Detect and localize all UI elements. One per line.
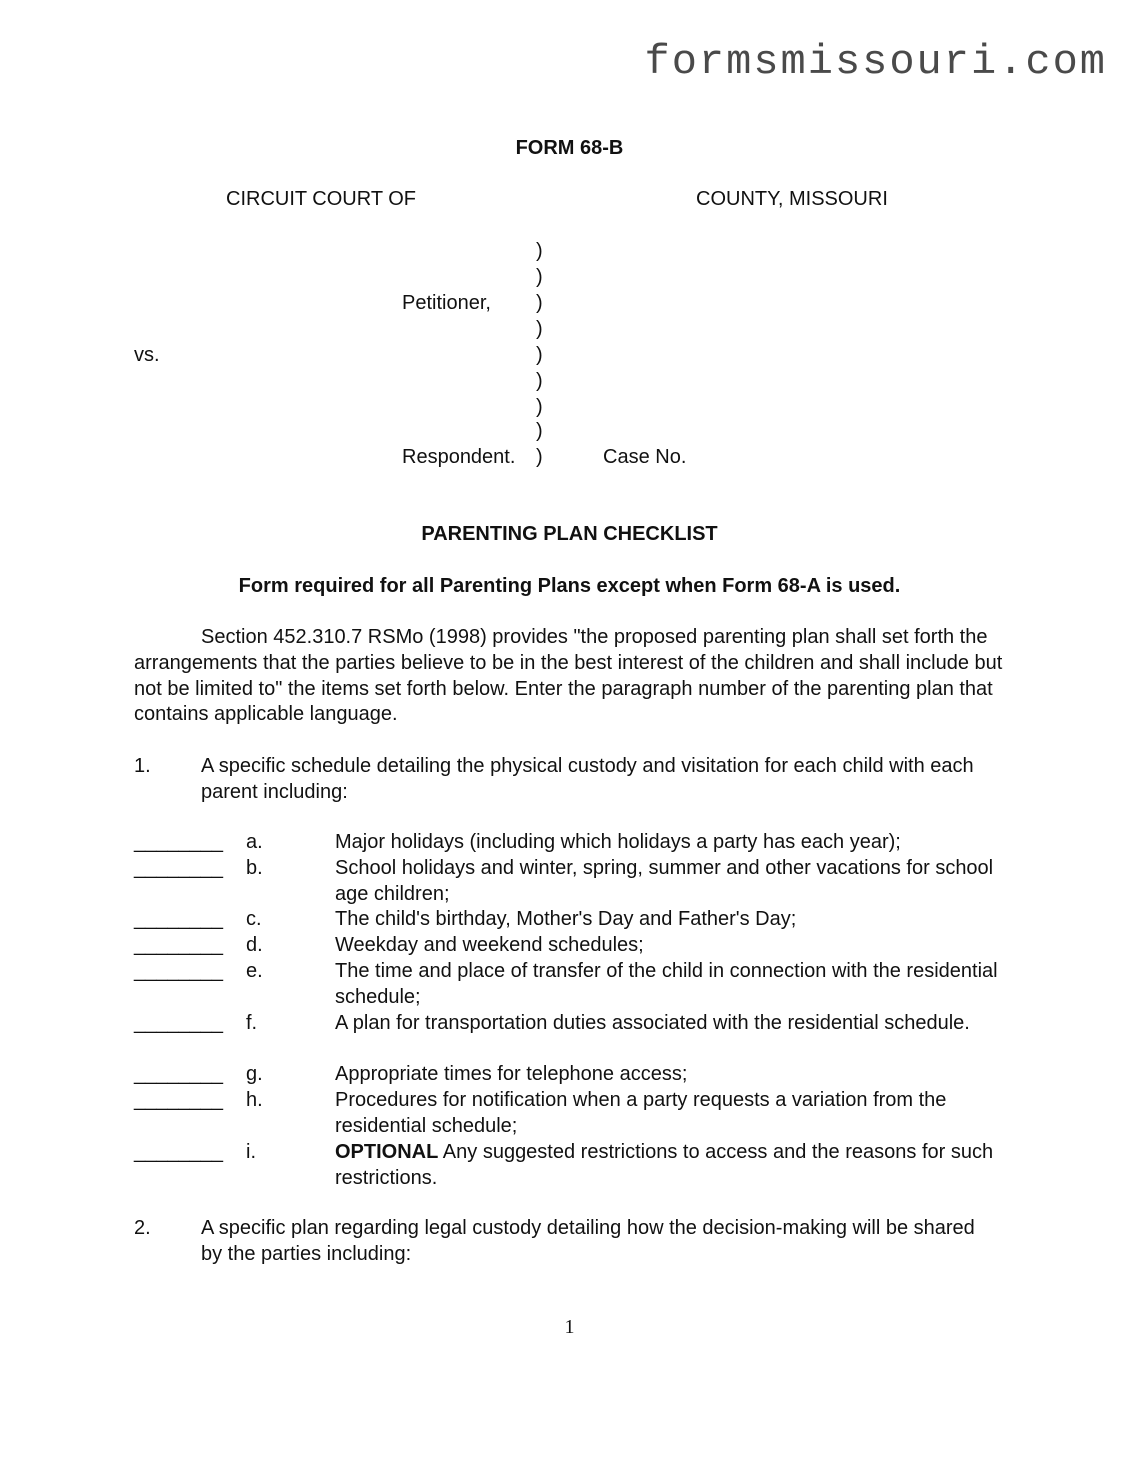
item-text xyxy=(335,1140,1025,1192)
document-title: PARENTING PLAN CHECKLIST xyxy=(421,523,718,545)
page-number: 1 xyxy=(564,1316,575,1338)
paragraph-blank[interactable]: ________ xyxy=(134,1141,223,1163)
item-text-rest: Any suggested restrictions to access and the reasons for such restrictions. xyxy=(335,1141,994,1189)
caption-paren: ) xyxy=(536,396,543,418)
section-2-text: A specific plan regarding legal custody detailing how the decision-making will be shared by the parties including: xyxy=(201,1217,975,1265)
form-number: FORM 68-B xyxy=(515,137,624,159)
caption-paren: ) xyxy=(536,446,543,468)
section-1-number: 1. xyxy=(134,755,151,777)
paragraph-blank[interactable]: ________ xyxy=(134,857,223,879)
case-number-label: Case No. xyxy=(603,446,687,468)
caption-paren: ) xyxy=(536,318,543,340)
county-label: COUNTY, MISSOURI xyxy=(696,188,888,210)
item-text: A plan for transportation duties associated with the residential schedule. xyxy=(335,1012,970,1034)
caption-paren: ) xyxy=(536,292,543,314)
item-text: Procedures for notification when a party requests a variation from the residential schedule; xyxy=(335,1089,947,1137)
item-letter: d. xyxy=(246,934,263,956)
intro-paragraph: Section 452.310.7 RSMo (1998) provides "the proposed parenting plan shall set forth the arrangements that the parties believe to be in the best interest of the children and shall include but not be limited to" the items set forth below. Enter the paragraph number of the parenting plan that contains applicable language. xyxy=(134,626,1003,726)
item-text: School holidays and winter, spring, summer and other vacations for school age children; xyxy=(335,857,994,905)
item-letter: a. xyxy=(246,831,263,853)
paragraph-blank[interactable]: ________ xyxy=(134,831,223,853)
petitioner-label: Petitioner, xyxy=(402,292,491,314)
item-letter: i. xyxy=(246,1141,256,1163)
paragraph-blank[interactable]: ________ xyxy=(134,960,223,982)
paragraph-blank[interactable]: ________ xyxy=(134,1089,223,1111)
paragraph-blank[interactable]: ________ xyxy=(134,1063,223,1085)
court-name-label: CIRCUIT COURT OF xyxy=(226,188,417,210)
respondent-label: Respondent. xyxy=(402,446,516,468)
caption-paren: ) xyxy=(536,266,543,288)
caption-paren: ) xyxy=(536,240,543,262)
caption-paren: ) xyxy=(536,420,543,442)
section-2-number: 2. xyxy=(134,1217,151,1239)
section-1-text: A specific schedule detailing the physical custody and visitation for each child with each parent including: xyxy=(201,755,974,803)
caption-paren: ) xyxy=(536,370,543,392)
item-letter: h. xyxy=(246,1089,263,1111)
paragraph-blank[interactable]: ________ xyxy=(134,908,223,930)
optional-label: OPTIONAL xyxy=(335,1141,439,1163)
item-letter: e. xyxy=(246,960,263,982)
item-letter: f. xyxy=(246,1012,258,1034)
item-text: The time and place of transfer of the child in connection with the residential schedule; xyxy=(335,960,998,1008)
item-letter: g. xyxy=(246,1063,263,1085)
versus-label: vs. xyxy=(134,344,160,366)
site-watermark: formsmissouri.com xyxy=(644,38,1107,86)
caption-paren: ) xyxy=(536,344,543,366)
item-text: Major holidays (including which holidays a party has each year); xyxy=(335,831,901,853)
item-text: The child's birthday, Mother's Day and Father's Day; xyxy=(335,908,797,930)
item-text: Appropriate times for telephone access; xyxy=(335,1063,688,1085)
item-text: Weekday and weekend schedules; xyxy=(335,934,644,956)
item-letter: b. xyxy=(246,857,263,879)
document-subtitle: Form required for all Parenting Plans except when Form 68-A is used. xyxy=(238,575,901,597)
paragraph-blank[interactable]: ________ xyxy=(134,934,223,956)
item-letter: c. xyxy=(246,908,262,930)
paragraph-blank[interactable]: ________ xyxy=(134,1012,223,1034)
